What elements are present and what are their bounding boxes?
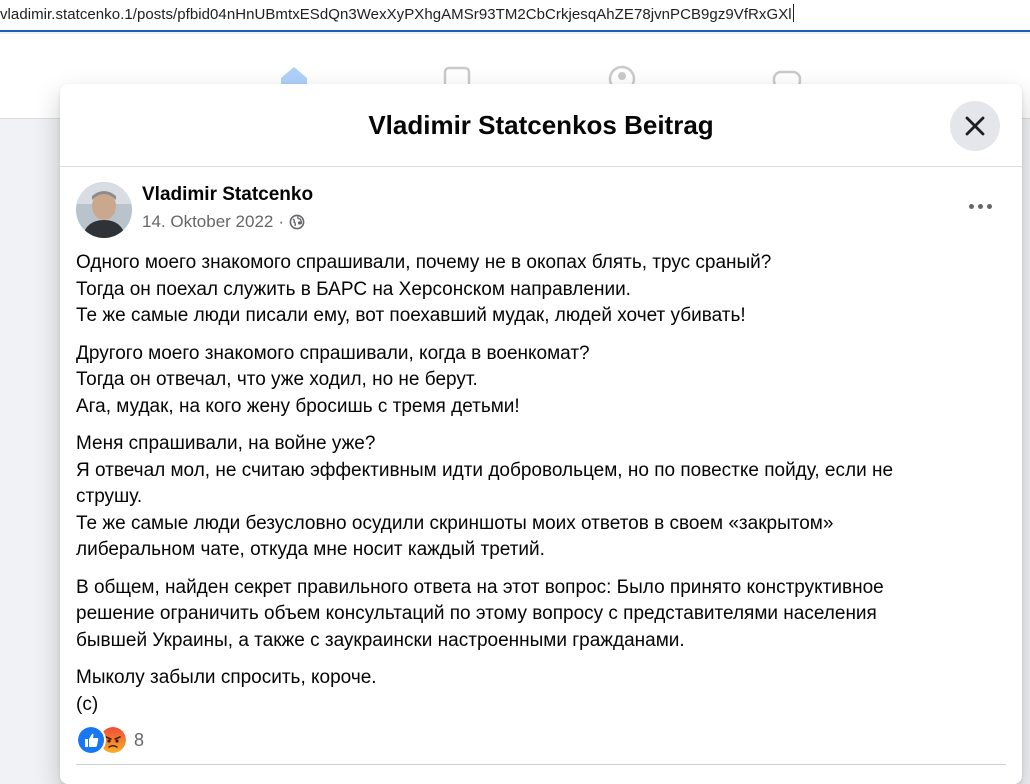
post-paragraph xyxy=(76,665,976,718)
more-options-button[interactable] xyxy=(966,196,994,216)
post-paragraph xyxy=(76,250,976,330)
reaction-count: 8 xyxy=(134,729,145,750)
avatar[interactable] xyxy=(76,182,132,238)
author-name[interactable]: Vladimir Statcenko xyxy=(142,184,314,205)
post-paragraph xyxy=(76,431,976,564)
url-text: vladimir.statcenko.1/posts/pfbid04nHnUBmtxESdQn3WexXyPXhgAMSr93TM2CbCrkjesqAhZE78jvnPCB9gz9VfRxGXl xyxy=(0,6,792,23)
post-text-line: (с) xyxy=(76,693,99,715)
post-text-line: бывшей Украины, а также с заукраински настроенными гражданами. xyxy=(76,629,685,651)
globe-icon[interactable] xyxy=(289,214,305,230)
more-dot xyxy=(987,204,992,209)
meta-separator: · xyxy=(278,212,285,231)
post-text-line: Мыколу забыли спросить, короче. xyxy=(76,667,377,688)
divider xyxy=(76,764,1006,765)
post-text-line: В общем, найден секрет правильного ответа на этот вопрос: Было принято конструктивное xyxy=(76,576,884,598)
dialog-title: Vladimir Statcenkos Beitrag xyxy=(368,110,714,140)
more-horizontal-icon xyxy=(969,204,974,209)
more-dot xyxy=(978,204,983,209)
post-text-line: струшу. xyxy=(76,486,143,507)
post-text-line: Те же самые люди писали ему, вот поехавший мудак, людей хочет убивать! xyxy=(76,305,746,326)
post-body xyxy=(76,250,976,729)
post-text-line: Другого моего знакомого спрашивали, когда в военкомат? xyxy=(76,342,590,364)
post-text-line: либеральном чате, откуда мне носит каждый третий. xyxy=(76,539,545,560)
post-text-line: Меня спрашивали, на войне уже? xyxy=(76,433,376,454)
close-button[interactable] xyxy=(950,101,1000,151)
post-text-line: Ага, мудак, на кого жену бросишь с тремя детьми! xyxy=(76,395,520,417)
text-caret xyxy=(793,4,794,22)
reactions-summary[interactable] xyxy=(76,726,144,754)
post-date[interactable]: 14. Oktober 2022 xyxy=(142,212,274,231)
browser-address-bar[interactable] xyxy=(0,0,1030,32)
post-text-line: Я отвечал мол, не считаю эффективным идти добровольцем, но по повестке пойду, если не xyxy=(76,459,894,481)
post-paragraph xyxy=(76,575,976,655)
post-text-line: Те же самые люди безусловно осудили скриншоты моих ответов в своем «закрытом» xyxy=(76,512,834,534)
url-field[interactable] xyxy=(0,4,794,23)
dialog-header xyxy=(60,84,1022,167)
post-text-line: Тогда он поехал служить в БАРС на Херсонском направлении. xyxy=(76,278,631,300)
close-icon xyxy=(964,115,986,137)
post-text-line: Тогда он отвечал, что уже ходил, но не берут. xyxy=(76,369,478,390)
post-paragraph xyxy=(76,341,976,421)
post-text-line: решение ограничить объем консультаций по этому вопросу с представителями населения xyxy=(76,603,877,624)
like-reaction-icon xyxy=(76,725,106,755)
post-meta xyxy=(142,212,305,232)
post-dialog xyxy=(60,84,1022,784)
post-text-line: Одного моего знакомого спрашивали, почему не в окопах блять, трус сраный? xyxy=(76,252,772,273)
